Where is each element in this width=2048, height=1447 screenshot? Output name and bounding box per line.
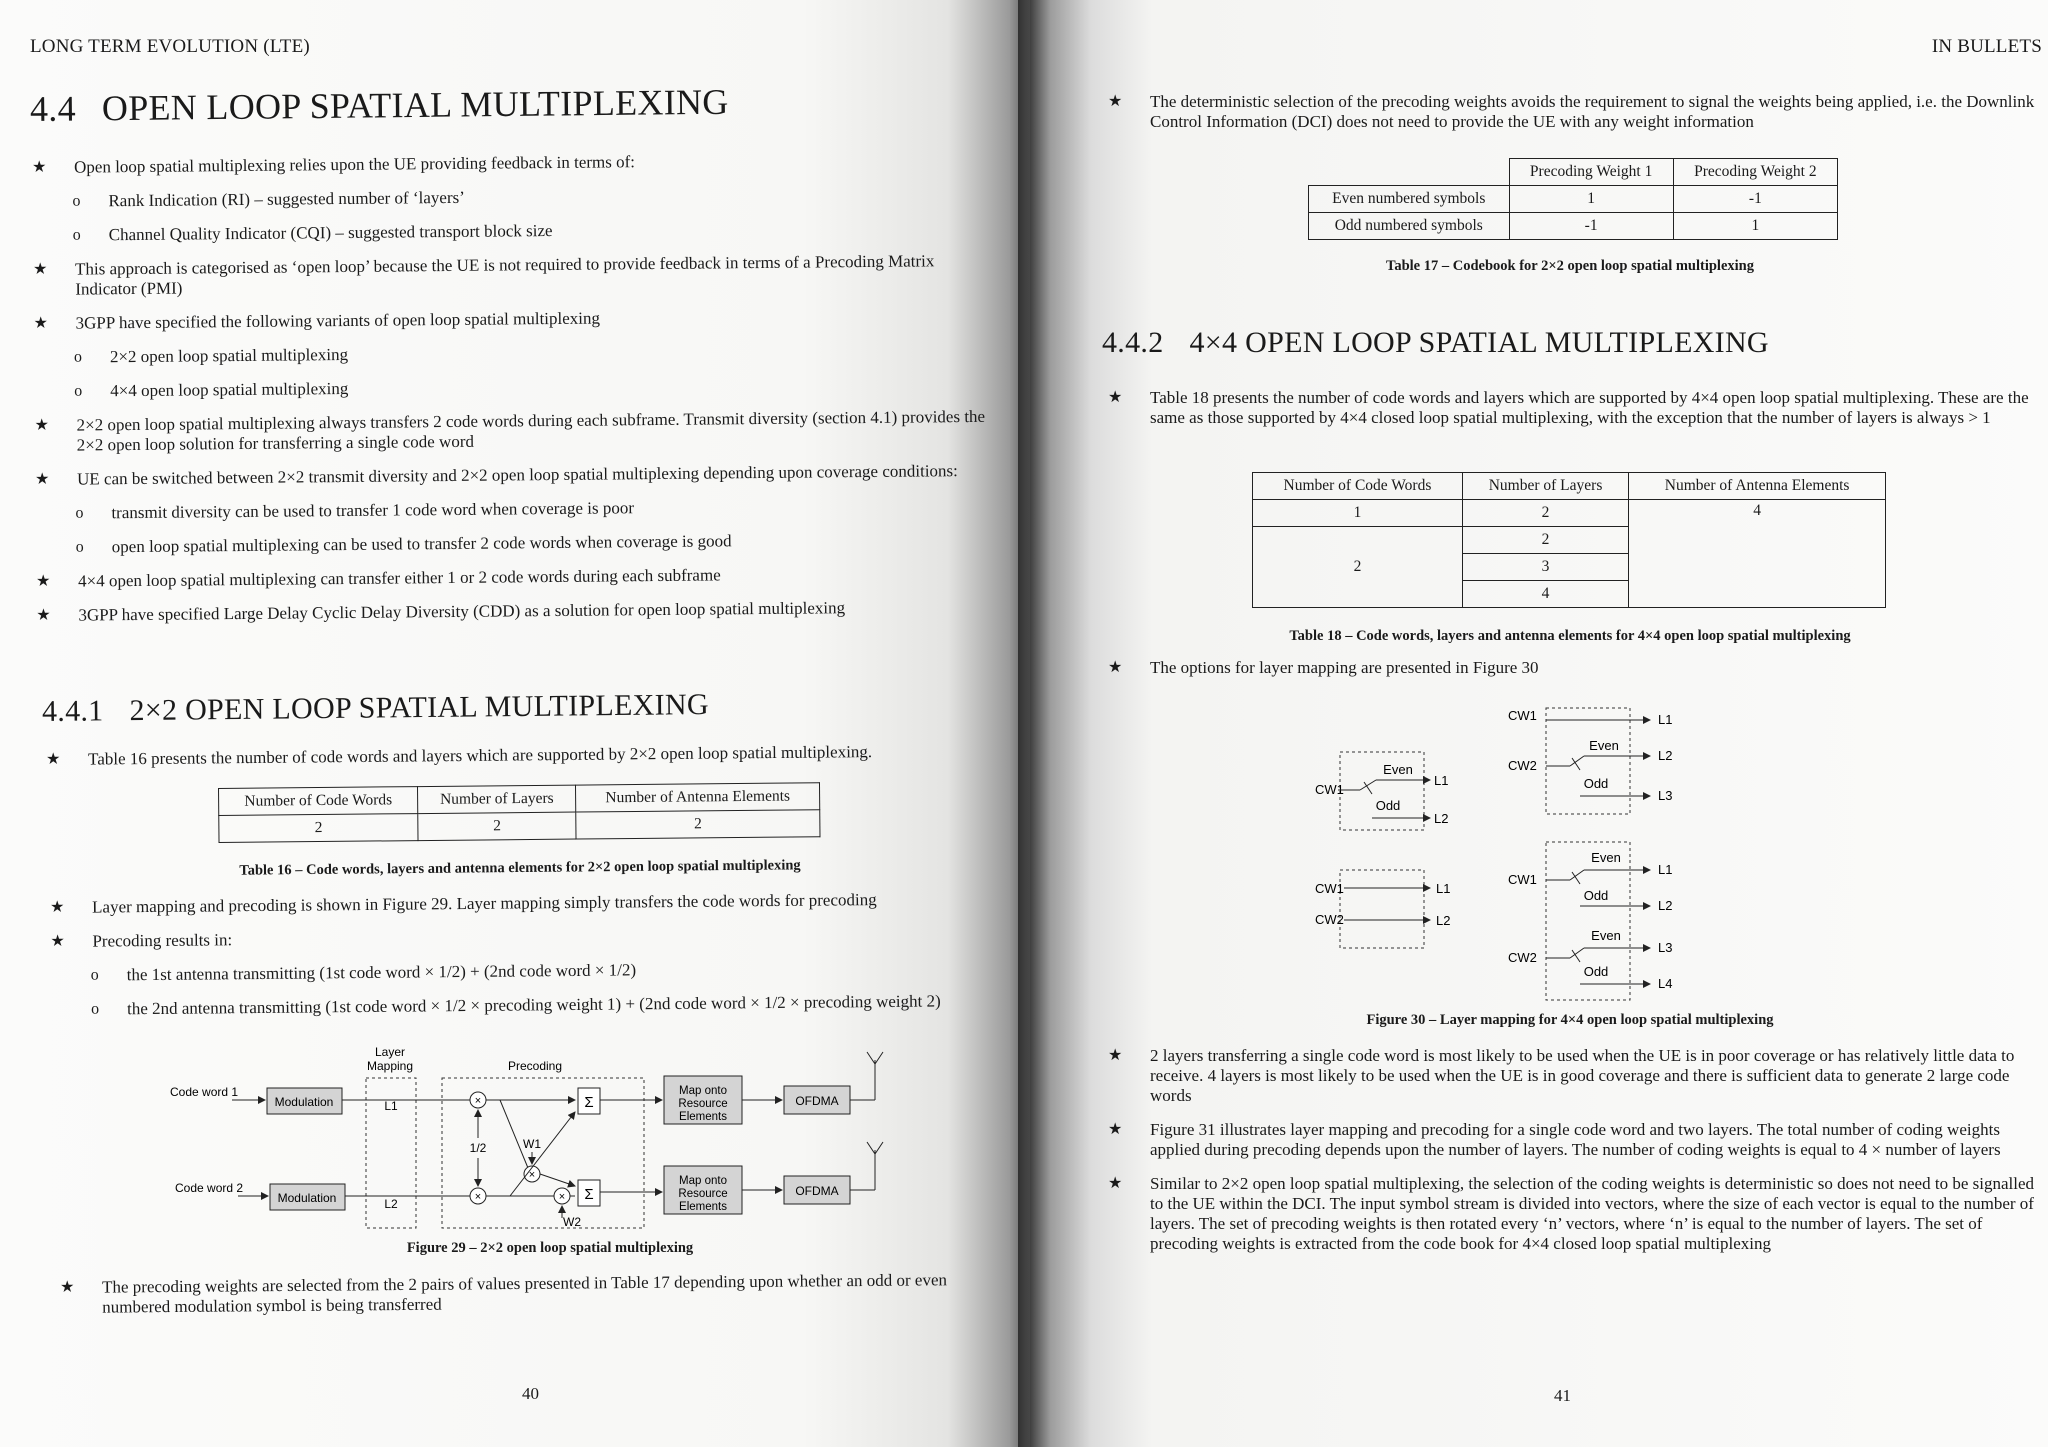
table-header: Number of Antenna Elements: [1629, 473, 1886, 500]
star-bullet-icon: ★: [50, 932, 65, 950]
list-item: [34, 339, 994, 368]
table-header: Number of Code Words: [219, 787, 419, 816]
subsection-number: 4.4.1: [41, 694, 104, 728]
list-item: [34, 407, 994, 456]
list-item-text: 2 layers transferring a single code word is most likely to be used when the UE is in poor coverage or has relatively little data to receive. 4 layers is most likely to be used when the UE is in good coverage and there is sufficient data to generate 2 large code words: [1150, 1046, 2015, 1105]
l3-label: L3: [1658, 940, 1673, 955]
map-onto-label-2: Resource: [678, 1098, 728, 1110]
star-bullet-icon: ★: [46, 750, 61, 768]
half-label: 1/2: [469, 1141, 487, 1155]
circle-bullet-icon: o: [72, 226, 81, 244]
star-bullet-icon: ★: [60, 1278, 75, 1296]
l2-label: L2: [1658, 898, 1673, 913]
code-word-1-label: Code word 1: [170, 1085, 239, 1099]
star-bullet-icon: ★: [32, 158, 47, 176]
cw1-cw2-to-l1-l2-l3: [1508, 708, 1672, 814]
l3-label: L3: [1658, 788, 1673, 803]
list-item-text: Precoding results in:: [92, 930, 233, 951]
star-bullet-icon: ★: [50, 898, 65, 916]
cw1-label: CW1: [1315, 782, 1344, 797]
antenna-icon: [850, 1142, 883, 1190]
star-bullet-icon: ★: [33, 314, 49, 332]
l2-label: L2: [384, 1197, 398, 1211]
layer-bullet-list: [1108, 1046, 2038, 1268]
section-title: OPEN LOOP SPATIAL MULTIPLEXING: [101, 81, 729, 129]
list-item: [36, 597, 996, 626]
table-header: Precoding Weight 1: [1509, 159, 1673, 186]
list-item: ★ The options for layer mapping are presented in Figure 30: [1108, 658, 1539, 677]
star-bullet-icon: ★: [1108, 659, 1123, 676]
ofdma-label-1: OFDMA: [795, 1094, 839, 1108]
table-header: Number of Code Words: [1253, 473, 1463, 500]
circle-bullet-icon: o: [73, 348, 82, 366]
list-item-text: 2×2 open loop spatial multiplexing: [109, 344, 349, 367]
running-header-right: IN BULLETS: [1931, 36, 2042, 57]
list-item: [36, 529, 996, 558]
even-label: Even: [1591, 850, 1621, 865]
table-header: Number of Antenna Elements: [576, 783, 820, 812]
list-item-text: Open loop spatial multiplexing relies upon the UE providing feedback in terms of:: [73, 152, 636, 177]
cw1-cw2-to-l1-l2: [1315, 870, 1450, 948]
modulation-label-2: Modulation: [277, 1191, 337, 1205]
figure-30-diagram: [1280, 700, 1900, 1010]
closing-bullet-list: [60, 1270, 1000, 1332]
l1-label: L1: [1658, 712, 1673, 727]
cw1-even-odd-to-l1-l2: [1315, 752, 1448, 830]
antenna-icon: [850, 1052, 883, 1100]
list-item: ★ Table 16 presents the number of code words and layers which are supported by 2×2 open loop spatial multiplexing.: [46, 742, 873, 769]
star-bullet-icon: ★: [1108, 389, 1123, 406]
table-header-row: [1309, 159, 1838, 186]
table-header: Precoding Weight 2: [1673, 159, 1837, 186]
section-bullet-list: [32, 149, 997, 640]
subsection-number: 4.4.2: [1102, 326, 1164, 359]
table-16-caption: Table 16 – Code words, layers and antenna elements for 2×2 open loop spatial multiplexing: [239, 857, 801, 879]
table-cell: -1: [1509, 213, 1673, 240]
svg-text:×: ×: [474, 1191, 482, 1203]
table-cell: 2: [1462, 527, 1628, 554]
figure-29-diagram: [170, 1040, 900, 1240]
subsection-intro-list: [46, 741, 1006, 784]
svg-text:×: ×: [474, 1095, 482, 1107]
list-item-text: the 1st antenna transmitting (1st code word × 1/2) + (2nd code word × 1/2): [126, 960, 637, 985]
list-item: [1108, 1046, 2038, 1106]
table-header-empty: [1309, 159, 1510, 186]
list-item: [51, 991, 1011, 1020]
star-bullet-icon: ★: [34, 416, 49, 434]
page-number-left: 40: [522, 1384, 539, 1403]
map-onto-label-2: Resource: [678, 1188, 728, 1200]
options-bullet-list: [1108, 658, 2038, 692]
map-onto-label-1: Map onto: [679, 1175, 727, 1187]
star-bullet-icon: ★: [1108, 1121, 1123, 1138]
odd-label: Odd: [1375, 798, 1401, 813]
list-item: [32, 149, 992, 178]
list-item-text: This approach is categorised as ‘open loop’ because the UE is not required to provide feedback in terms of a Precoding Matrix Indicator (PMI): [74, 251, 935, 299]
running-header-left: LONG TERM EVOLUTION (LTE): [30, 36, 310, 57]
odd-label: Odd: [1583, 776, 1609, 791]
w1-label: W1: [523, 1137, 541, 1151]
figure-29-caption: Figure 29 – 2×2 open loop spatial multiplexing: [406, 1240, 694, 1256]
list-item: [35, 461, 995, 490]
circle-bullet-icon: o: [74, 382, 83, 400]
odd-label: Odd: [1583, 964, 1609, 979]
list-item-text: Channel Quality Indicator (CQI) – suggested transport block size: [108, 221, 553, 245]
list-item-text: 4×4 open loop spatial multiplexing: [110, 378, 349, 401]
sum-icon: Σ: [584, 1094, 594, 1111]
cw2-label: CW2: [1508, 950, 1537, 965]
list-item: ★ The deterministic selection of the precoding weights avoids the requirement to signal the weights being applied, i.e. the Downlink Control Information (DCI) does not need to provide the UE with any weight information: [1108, 92, 2035, 131]
table-cell: 1: [1253, 500, 1463, 527]
right-page: [1030, 0, 2048, 1447]
svg-text:×: ×: [558, 1191, 566, 1203]
list-item-text: transmit diversity can be used to transfer 1 code word when coverage is poor: [111, 498, 635, 523]
list-item-text: UE can be switched between 2×2 transmit diversity and 2×2 open loop spatial multiplexing depending upon coverage conditions:: [76, 461, 958, 489]
table-cell: 4: [1462, 581, 1628, 608]
star-bullet-icon: ★: [35, 572, 51, 590]
table-header-row: [1253, 473, 1886, 500]
table18-intro-list: [1108, 388, 2038, 442]
ofdma-label-2: OFDMA: [795, 1184, 839, 1198]
table-17-caption: Table 17 – Codebook for 2×2 open loop spatial multiplexing: [1385, 258, 1754, 274]
table-cell: 1: [1673, 213, 1837, 240]
cw1-cw2-to-l1-l4: [1508, 842, 1672, 1000]
subsection-heading-441: [42, 688, 709, 729]
list-item: [34, 373, 994, 402]
l1-label: L1: [1436, 881, 1451, 896]
layer-mapping-label-1: Layer: [374, 1045, 406, 1059]
l1-label: L1: [384, 1099, 398, 1113]
list-item: [35, 495, 995, 524]
list-item: [50, 923, 1010, 952]
subsection-title: 4×4 OPEN LOOP SPATIAL MULTIPLEXING: [1189, 326, 1769, 359]
list-item-text: 3GPP have specified Large Delay Cyclic Delay Diversity (CDD) as a solution for open loop spatial multiplexing: [78, 598, 846, 625]
table-header: Number of Layers: [418, 785, 576, 814]
table-cell: 4: [1629, 500, 1886, 608]
list-item-text: open loop spatial multiplexing can be used to transfer 2 code words when coverage is good: [111, 531, 732, 557]
list-item: [1108, 1174, 2038, 1254]
table-cell: -1: [1673, 186, 1837, 213]
star-bullet-icon: ★: [36, 606, 51, 624]
table-cell: Odd numbered symbols: [1309, 213, 1510, 240]
l2-label: L2: [1436, 913, 1451, 928]
cw2-label: CW2: [1315, 912, 1344, 927]
table-18: [1252, 472, 1886, 608]
cw2-label: CW2: [1508, 758, 1537, 773]
table-cell: 1: [1509, 186, 1673, 213]
list-item-text: 4×4 open loop spatial multiplexing can transfer either 1 or 2 code words during each subframe: [77, 565, 721, 591]
l1-label: L1: [1658, 862, 1673, 877]
page-number-right: 41: [1554, 1386, 1571, 1405]
table-16: [218, 782, 821, 843]
even-label: Even: [1383, 762, 1413, 777]
l4-label: L4: [1658, 976, 1673, 991]
l2-label: L2: [1434, 811, 1449, 826]
l2-label: L2: [1658, 748, 1673, 763]
cw1-label: CW1: [1508, 708, 1537, 723]
table-cell: 3: [1462, 554, 1628, 581]
table-row: [219, 810, 820, 843]
section-number: 4.4: [29, 88, 77, 129]
table-18-caption: Table 18 – Code words, layers and antenna elements for 4×4 open loop spatial multiplexing: [1289, 628, 1851, 644]
list-item: [51, 957, 1011, 986]
table-cell: 2: [1462, 500, 1628, 527]
table-17: [1308, 158, 1838, 240]
table-cell: 2: [1253, 527, 1463, 608]
sum-icon: Σ: [584, 1186, 594, 1203]
map-onto-label-1: Map onto: [679, 1085, 727, 1097]
star-bullet-icon: ★: [1108, 93, 1123, 110]
list-item-text: Similar to 2×2 open loop spatial multiplexing, the selection of the coding weights is deterministic so does not need to be signalled to the UE within the DCI. The input symbol stream is divided into vectors, where the size of each vector is equal to the number of layers. The set of precoding weights is then rotated every ‘n’ vectors, where ‘n’ is equal to the number of layers. The set of precoding weights is extracted from the code book for 4×4 closed loop spatial multiplexing: [1150, 1174, 2034, 1253]
precoding-label: Precoding: [507, 1059, 563, 1073]
table-cell: Even numbered symbols: [1309, 186, 1510, 213]
star-bullet-icon: ★: [32, 260, 48, 278]
cw1-label: CW1: [1315, 881, 1344, 896]
list-item: [1108, 1120, 2038, 1160]
list-item: [32, 183, 992, 212]
table-row: [1253, 500, 1886, 527]
l1-label: L1: [1434, 773, 1449, 788]
star-bullet-icon: ★: [1108, 1047, 1123, 1064]
table-row: [1309, 186, 1838, 213]
layer-mapping-label-2: Mapping: [366, 1059, 414, 1073]
circle-bullet-icon: o: [72, 192, 81, 210]
intro-bullet-list: [1108, 92, 2038, 146]
list-item-text: the 2nd antenna transmitting (1st code word × 1/2 × precoding weight 1) + (2nd code word × 1/2 × precoding weight 2): [126, 991, 941, 1019]
table-header: Number of Layers: [1462, 473, 1628, 500]
list-item: [33, 217, 993, 246]
list-item: [33, 251, 993, 300]
even-label: Even: [1589, 738, 1619, 753]
list-item-text: Figure 31 illustrates layer mapping and precoding for a single code word and two layers. The total number of coding weights applied during precoding depends upon the number of layers. The number of coding weights is equal to 4 × number of layers: [1150, 1120, 2001, 1159]
list-item: [36, 563, 996, 592]
svg-text:×: ×: [528, 1169, 536, 1181]
list-item-text: Rank Indication (RI) – suggested number of ‘layers’: [108, 187, 465, 211]
table-cell: 2: [418, 812, 576, 841]
cw1-label: CW1: [1508, 872, 1537, 887]
star-bullet-icon: ★: [1108, 1175, 1123, 1192]
list-item-text: 2×2 open loop spatial multiplexing always transfers 2 code words during each subframe. Transmit diversity (section 4.1) provides the 2×2 open loop solution for transferring a single code word: [76, 406, 986, 455]
code-word-2-label: Code word 2: [175, 1181, 244, 1195]
map-onto-label-3: Elements: [679, 1111, 727, 1123]
even-label: Even: [1591, 928, 1621, 943]
table-cell: 2: [576, 810, 820, 839]
table-row: [1309, 213, 1838, 240]
odd-label: Odd: [1583, 888, 1609, 903]
circle-bullet-icon: o: [75, 504, 84, 522]
w2-label: W2: [563, 1215, 581, 1229]
list-item: [50, 889, 1010, 918]
star-bullet-icon: ★: [35, 470, 50, 488]
subsection-heading-442: [1102, 326, 1769, 360]
figure-30-caption: Figure 30 – Layer mapping for 4×4 open loop spatial multiplexing: [1366, 1012, 1774, 1028]
modulation-label-1: Modulation: [274, 1095, 334, 1109]
circle-bullet-icon: o: [75, 538, 84, 556]
list-item: [33, 305, 993, 334]
list-item: ★ The precoding weights are selected from the 2 pairs of values presented in Table 17 depending upon whether an odd or even numbered modulation symbol is being transferred: [60, 1270, 948, 1317]
list-item: ★ Table 18 presents the number of code words and layers which are supported by 4×4 open loop spatial multiplexing. These are the same as those supported by 4×4 closed loop spatial multiplexing, with the exception that the number of layers is always > 1: [1108, 388, 2029, 427]
list-item-text: 3GPP have specified the following variants of open loop spatial multiplexing: [75, 308, 601, 333]
list-item-text: Layer mapping and precoding is shown in Figure 29. Layer mapping simply transfers the code words for precoding: [91, 890, 877, 917]
circle-bullet-icon: o: [90, 966, 99, 984]
section-heading: [30, 81, 729, 130]
precoding-bullet-list: [50, 889, 1011, 1034]
map-onto-label-3: Elements: [679, 1201, 727, 1213]
table-cell: 2: [219, 814, 419, 843]
circle-bullet-icon: o: [90, 1000, 100, 1018]
subsection-title: 2×2 OPEN LOOP SPATIAL MULTIPLEXING: [129, 688, 710, 728]
